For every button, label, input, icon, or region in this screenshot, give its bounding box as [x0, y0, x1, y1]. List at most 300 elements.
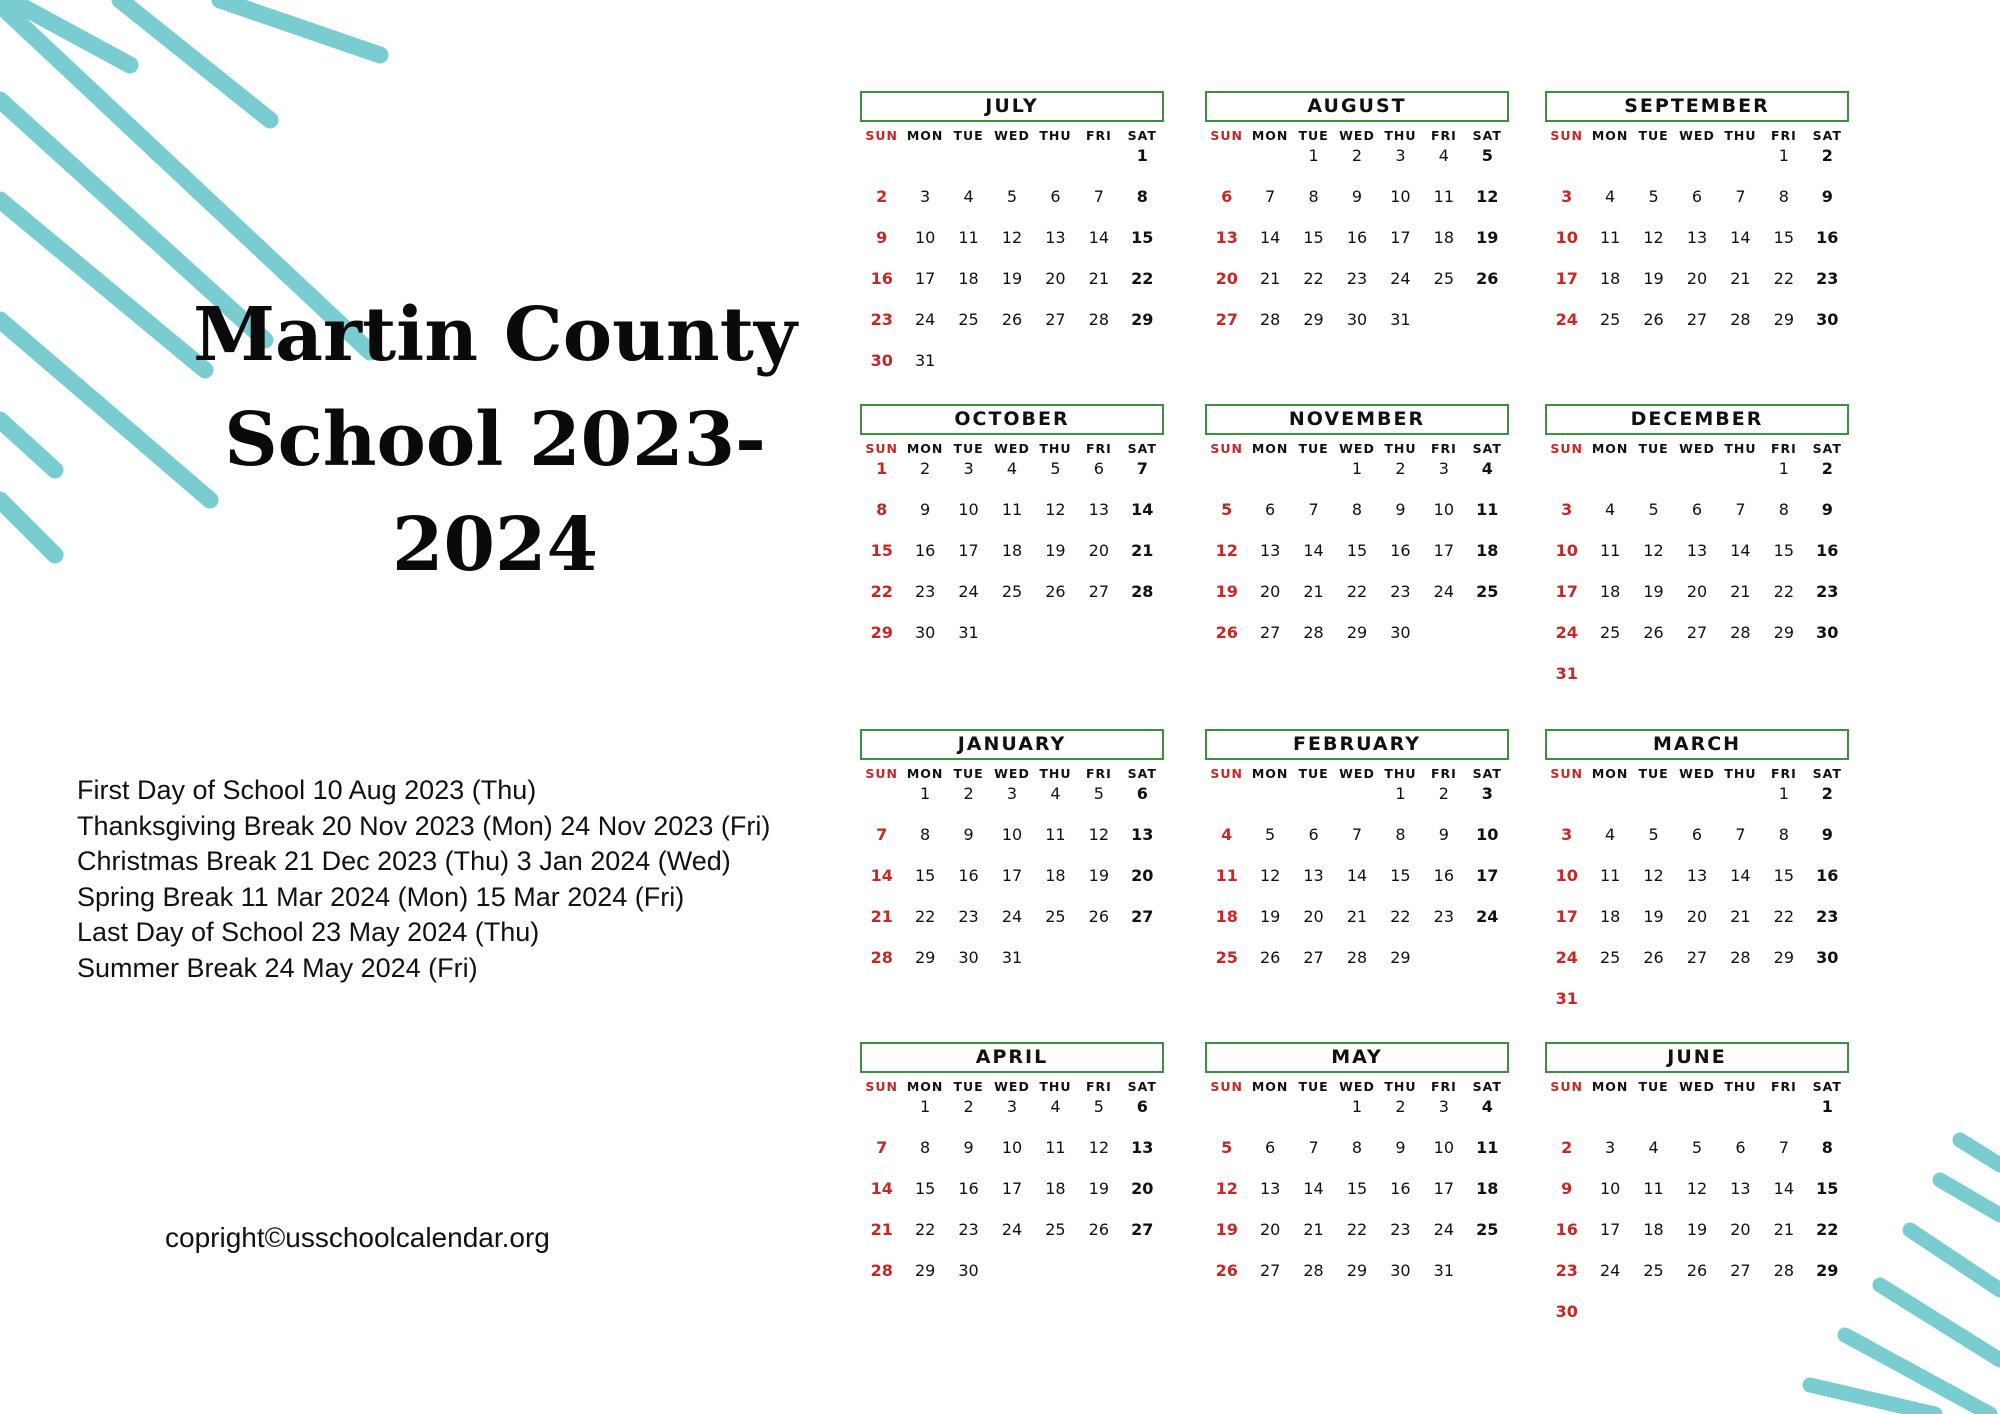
weekday-label: THU	[1039, 128, 1072, 143]
day-cell: 8	[1308, 187, 1319, 206]
weekday-label: MON	[1251, 441, 1289, 456]
weekday-label: TUE	[1298, 441, 1329, 456]
day-cell: 23	[870, 310, 893, 329]
day-cell: 20	[1686, 582, 1708, 601]
day-cell: 24	[914, 310, 936, 329]
day-cell: 17	[1001, 1179, 1023, 1198]
day-cell: 4	[1438, 146, 1449, 165]
day-cell: 6	[1691, 187, 1703, 206]
day-cell: 2	[1395, 1097, 1406, 1116]
day-cell: 22	[1346, 582, 1368, 601]
day-cell: 31	[1555, 664, 1578, 683]
day-cell: 6	[1691, 825, 1703, 844]
day-cell: 26	[1476, 269, 1499, 288]
empty-cell	[947, 144, 990, 185]
day-cell: 2	[1821, 146, 1833, 165]
weekday-label: SUN	[865, 441, 899, 456]
day-cell: 10	[914, 228, 936, 247]
day-cell: 4	[1221, 825, 1233, 844]
day-cell: 10	[1555, 866, 1578, 885]
day-cell: 24	[1555, 948, 1578, 967]
day-cell: 5	[1648, 825, 1659, 844]
day-cell: 24	[1476, 907, 1499, 926]
empty-cell	[1588, 782, 1631, 823]
empty-cell	[1545, 782, 1588, 823]
weekday-label: THU	[1724, 441, 1757, 456]
day-cell: 13	[1686, 866, 1708, 885]
day-cell: 30	[958, 948, 979, 967]
event-item: Christmas Break 21 Dec 2023 (Thu) 3 Jan 2024 (Wed)	[77, 846, 731, 876]
day-cell: 18	[1215, 907, 1238, 926]
day-cell: 21	[870, 1220, 893, 1239]
day-cell: 28	[1730, 310, 1751, 329]
day-cell: 2	[920, 459, 931, 478]
day-cell: 13	[1303, 866, 1324, 885]
weekday-label: MON	[906, 441, 944, 456]
day-cell: 27	[1259, 623, 1281, 642]
empty-cell	[860, 1095, 903, 1136]
day-cell: 26	[1088, 907, 1110, 926]
day-cell: 15	[914, 1179, 936, 1198]
weekday-label: WED	[1679, 128, 1715, 143]
day-cell: 28	[1346, 948, 1368, 967]
day-cell: 29	[914, 948, 936, 967]
day-cell: 30	[1390, 623, 1411, 642]
weekday-label: FRI	[1085, 1079, 1112, 1094]
day-cell: 10	[1476, 825, 1499, 844]
day-cell: 14	[1730, 541, 1751, 560]
day-cell: 1	[920, 784, 931, 803]
day-cell: 18	[1001, 541, 1023, 560]
day-cell: 1	[1778, 459, 1789, 478]
weekday-label: TUE	[1638, 766, 1669, 781]
day-cell: 22	[1773, 907, 1795, 926]
day-cell: 16	[958, 866, 979, 885]
day-cell: 28	[1131, 582, 1154, 601]
weekday-label: WED	[994, 128, 1030, 143]
day-cell: 11	[1045, 825, 1066, 844]
weekday-label: FRI	[1770, 128, 1797, 143]
day-cell: 28	[870, 1261, 893, 1280]
month-name: AUGUST	[1205, 91, 1509, 122]
weekday-label: WED	[1679, 441, 1715, 456]
weekday-label: MON	[1251, 1079, 1289, 1094]
empty-cell	[1248, 144, 1291, 185]
day-cell: 4	[1605, 825, 1616, 844]
empty-cell	[1545, 1095, 1588, 1136]
month-name: MARCH	[1545, 729, 1849, 760]
day-cell: 25	[1643, 1261, 1664, 1280]
weekday-label: FRI	[1430, 1079, 1457, 1094]
day-cell: 24	[1555, 623, 1578, 642]
day-cell: 20	[1088, 541, 1110, 560]
day-cell: 19	[1476, 228, 1499, 247]
day-cell: 16	[1555, 1220, 1578, 1239]
day-cell: 6	[1136, 784, 1148, 803]
day-cell: 11	[1643, 1179, 1664, 1198]
day-cell: 9	[876, 228, 888, 247]
day-cell: 8	[920, 1138, 931, 1157]
weekday-label: FRI	[1085, 441, 1112, 456]
day-cell: 17	[1599, 1220, 1621, 1239]
day-cell: 14	[1730, 228, 1751, 247]
weekday-label: TUE	[953, 766, 984, 781]
day-cell: 25	[1599, 623, 1621, 642]
weekday-label: WED	[994, 1079, 1030, 1094]
day-cell: 30	[1390, 1261, 1411, 1280]
day-cell: 21	[1773, 1220, 1795, 1239]
day-cell: 13	[1686, 541, 1708, 560]
month-name: DECEMBER	[1545, 404, 1849, 435]
day-cell: 13	[1259, 1179, 1281, 1198]
day-cell: 4	[1481, 459, 1493, 478]
day-cell: 13	[1730, 1179, 1751, 1198]
day-cell: 16	[1816, 541, 1839, 560]
day-cell: 7	[1308, 500, 1319, 519]
day-cell: 10	[1390, 187, 1411, 206]
day-cell: 10	[1433, 1138, 1455, 1157]
day-cell: 18	[1599, 582, 1621, 601]
day-cell: 18	[1045, 866, 1066, 885]
day-cell: 25	[1599, 310, 1621, 329]
day-cell: 26	[1686, 1261, 1708, 1280]
day-cell: 3	[1438, 459, 1449, 478]
day-cell: 22	[1346, 1220, 1368, 1239]
day-cell: 28	[1259, 310, 1281, 329]
day-cell: 10	[1555, 228, 1578, 247]
day-cell: 25	[958, 310, 979, 329]
day-cell: 9	[963, 1138, 974, 1157]
weekday-label: WED	[1679, 1079, 1715, 1094]
day-cell: 8	[1778, 500, 1789, 519]
day-cell: 3	[1006, 784, 1018, 803]
day-cell: 14	[1259, 228, 1281, 247]
day-cell: 13	[1088, 500, 1110, 519]
day-cell: 4	[1605, 500, 1616, 519]
day-cell: 31	[1555, 989, 1578, 1008]
day-cell: 31	[1390, 310, 1411, 329]
day-cell: 7	[1735, 825, 1746, 844]
event-item: First Day of School 10 Aug 2023 (Thu)	[77, 775, 537, 805]
day-cell: 20	[1045, 269, 1066, 288]
day-cell: 2	[963, 1097, 974, 1116]
day-cell: 12	[1215, 1179, 1238, 1198]
day-cell: 13	[1215, 228, 1238, 247]
day-cell: 1	[1778, 784, 1789, 803]
day-cell: 17	[1555, 907, 1578, 926]
empty-cell	[1719, 782, 1762, 823]
day-cell: 25	[1045, 1220, 1066, 1239]
weekday-label: MON	[1591, 1079, 1629, 1094]
day-cell: 12	[1088, 1138, 1110, 1157]
empty-cell	[1292, 782, 1335, 823]
day-cell: 12	[1643, 228, 1664, 247]
day-cell: 25	[1433, 269, 1455, 288]
weekday-label: THU	[1039, 441, 1072, 456]
weekday-label: FRI	[1085, 128, 1112, 143]
day-cell: 6	[1221, 187, 1233, 206]
day-cell: 11	[1433, 187, 1455, 206]
day-cell: 8	[1136, 187, 1148, 206]
day-cell: 12	[1215, 541, 1238, 560]
day-cell: 17	[914, 269, 936, 288]
day-cell: 6	[1265, 500, 1276, 519]
day-cell: 29	[1773, 310, 1795, 329]
weekday-label: FRI	[1430, 128, 1457, 143]
month-name: JUNE	[1545, 1042, 1849, 1073]
weekday-label: THU	[1724, 128, 1757, 143]
day-cell: 23	[1346, 269, 1368, 288]
day-cell: 5	[1006, 187, 1018, 206]
day-cell: 8	[1821, 1138, 1833, 1157]
day-cell: 30	[914, 623, 936, 642]
day-cell: 3	[1561, 825, 1573, 844]
empty-cell	[1205, 782, 1248, 823]
day-cell: 12	[1088, 825, 1110, 844]
day-cell: 15	[1390, 866, 1411, 885]
day-cell: 24	[1599, 1261, 1621, 1280]
day-cell: 24	[958, 582, 979, 601]
day-cell: 5	[1221, 1138, 1233, 1157]
day-cell: 3	[1481, 784, 1493, 803]
empty-cell	[1545, 144, 1588, 185]
day-cell: 6	[1308, 825, 1319, 844]
weekday-label: TUE	[1638, 1079, 1669, 1094]
day-cell: 11	[1476, 1138, 1499, 1157]
day-cell: 26	[1643, 948, 1664, 967]
weekday-label: MON	[1251, 128, 1289, 143]
day-cell: 18	[958, 269, 979, 288]
day-cell: 18	[1476, 1179, 1499, 1198]
weekday-label: THU	[1039, 1079, 1072, 1094]
day-cell: 2	[1438, 784, 1449, 803]
day-cell: 13	[1686, 228, 1708, 247]
day-cell: 24	[1001, 1220, 1023, 1239]
day-cell: 23	[1390, 1220, 1411, 1239]
day-cell: 31	[914, 351, 936, 370]
event-item: Thanksgiving Break 20 Nov 2023 (Mon) 24 Nov 2023 (Fri)	[77, 810, 771, 841]
day-cell: 25	[1045, 907, 1066, 926]
empty-cell	[1588, 1095, 1631, 1136]
day-cell: 5	[1050, 459, 1061, 478]
weekday-label: WED	[1339, 128, 1375, 143]
day-cell: 15	[914, 866, 936, 885]
day-cell: 4	[963, 187, 974, 206]
day-cell: 22	[914, 907, 936, 926]
day-cell: 24	[1555, 310, 1578, 329]
weekday-label: WED	[1339, 766, 1375, 781]
day-cell: 11	[1599, 866, 1621, 885]
weekday-label: WED	[1339, 441, 1375, 456]
day-cell: 13	[1131, 825, 1154, 844]
day-cell: 3	[1006, 1097, 1018, 1116]
empty-cell	[1545, 457, 1588, 498]
month-september	[1545, 91, 1849, 349]
day-cell: 20	[1131, 1179, 1154, 1198]
day-cell: 1	[1351, 459, 1363, 478]
event-item: Summer Break 24 May 2024 (Fri)	[77, 952, 478, 983]
weekday-label: MON	[1251, 766, 1289, 781]
day-cell: 22	[1390, 907, 1411, 926]
weekday-label: TUE	[1638, 128, 1669, 143]
day-cell: 21	[1346, 907, 1368, 926]
day-cell: 15	[1816, 1179, 1839, 1198]
empty-cell	[1675, 144, 1718, 185]
weekday-label: MON	[1591, 766, 1629, 781]
day-cell: 4	[1481, 1097, 1493, 1116]
events-list	[77, 773, 857, 986]
day-cell: 2	[1821, 459, 1833, 478]
day-cell: 7	[1093, 187, 1104, 206]
day-cell: 19	[1643, 907, 1664, 926]
weekday-label: SAT	[1812, 1079, 1842, 1094]
weekday-label: SUN	[1550, 441, 1584, 456]
day-cell: 10	[958, 500, 979, 519]
weekday-label: TUE	[953, 441, 984, 456]
day-cell: 1	[1821, 1097, 1833, 1116]
day-cell: 22	[1773, 582, 1795, 601]
day-cell: 17	[1390, 228, 1411, 247]
day-cell: 16	[1346, 228, 1368, 247]
day-cell: 29	[1346, 623, 1368, 642]
day-cell: 29	[1346, 1261, 1368, 1280]
day-cell: 22	[1303, 269, 1324, 288]
day-cell: 19	[1088, 1179, 1110, 1198]
day-cell: 18	[1599, 269, 1621, 288]
empty-cell	[1588, 457, 1631, 498]
weekday-label: FRI	[1770, 441, 1797, 456]
empty-cell	[1675, 457, 1718, 498]
empty-cell	[1077, 144, 1120, 185]
day-cell: 29	[1816, 1261, 1839, 1280]
day-cell: 17	[1476, 866, 1499, 885]
day-cell: 9	[1821, 825, 1833, 844]
day-cell: 27	[1303, 948, 1324, 967]
day-cell: 10	[1001, 825, 1023, 844]
day-cell: 16	[1816, 866, 1839, 885]
day-cell: 5	[1093, 1097, 1104, 1116]
day-cell: 7	[1351, 825, 1363, 844]
day-cell: 27	[1088, 582, 1110, 601]
day-cell: 28	[870, 948, 893, 967]
month-july	[860, 91, 1164, 390]
empty-cell	[860, 144, 903, 185]
weekday-label: TUE	[953, 128, 984, 143]
day-cell: 14	[1730, 866, 1751, 885]
weekday-label: SAT	[1127, 1079, 1157, 1094]
day-cell: 20	[1259, 582, 1281, 601]
day-cell: 17	[958, 541, 979, 560]
day-cell: 8	[1778, 825, 1789, 844]
day-cell: 27	[1686, 310, 1708, 329]
empty-cell	[1632, 144, 1675, 185]
empty-cell	[990, 144, 1033, 185]
day-cell: 6	[1691, 500, 1703, 519]
day-cell: 2	[1395, 459, 1406, 478]
month-name: OCTOBER	[860, 404, 1164, 435]
day-cell: 14	[1773, 1179, 1795, 1198]
weekday-label: MON	[1591, 441, 1629, 456]
day-cell: 12	[1001, 228, 1023, 247]
day-cell: 20	[1686, 907, 1708, 926]
day-cell: 3	[1395, 146, 1406, 165]
day-cell: 9	[1395, 500, 1406, 519]
day-cell: 22	[914, 1220, 936, 1239]
day-cell: 22	[1816, 1220, 1839, 1239]
weekday-label: SUN	[1210, 766, 1244, 781]
day-cell: 21	[1730, 907, 1751, 926]
day-cell: 27	[1730, 1261, 1751, 1280]
day-cell: 18	[1476, 541, 1499, 560]
weekday-label: FRI	[1085, 766, 1112, 781]
month-february	[1205, 729, 1509, 987]
day-cell: 13	[1131, 1138, 1154, 1157]
month-name: JANUARY	[860, 729, 1164, 760]
day-cell: 11	[1001, 500, 1023, 519]
day-cell: 26	[1259, 948, 1281, 967]
day-cell: 16	[1433, 866, 1455, 885]
day-cell: 9	[1561, 1179, 1573, 1198]
day-cell: 16	[914, 541, 936, 560]
day-cell: 15	[1346, 1179, 1368, 1198]
day-cell: 23	[1390, 582, 1411, 601]
day-cell: 22	[870, 582, 893, 601]
day-cell: 27	[1215, 310, 1238, 329]
day-cell: 21	[1259, 269, 1281, 288]
day-cell: 23	[958, 907, 979, 926]
weekday-label: SAT	[1127, 128, 1157, 143]
day-cell: 7	[876, 1138, 888, 1157]
day-cell: 11	[1599, 228, 1621, 247]
day-cell: 5	[1648, 187, 1659, 206]
day-cell: 2	[1561, 1138, 1573, 1157]
day-cell: 21	[870, 907, 893, 926]
day-cell: 17	[1555, 582, 1578, 601]
day-cell: 22	[1131, 269, 1154, 288]
weekday-label: SUN	[1210, 441, 1244, 456]
day-cell: 6	[1136, 1097, 1148, 1116]
day-cell: 19	[1259, 907, 1281, 926]
weekday-label: THU	[1724, 766, 1757, 781]
weekday-label: FRI	[1770, 1079, 1797, 1094]
weekday-label: MON	[906, 128, 944, 143]
day-cell: 26	[1643, 310, 1664, 329]
month-june	[1545, 1042, 1849, 1341]
day-cell: 16	[870, 269, 893, 288]
title-line: School 2023-	[224, 397, 766, 483]
month-name: NOVEMBER	[1205, 404, 1509, 435]
day-cell: 1	[1778, 146, 1789, 165]
weekday-label: SAT	[1472, 128, 1502, 143]
day-cell: 12	[1686, 1179, 1708, 1198]
month-name: SEPTEMBER	[1545, 91, 1849, 122]
day-cell: 31	[958, 623, 979, 642]
day-cell: 15	[1303, 228, 1324, 247]
day-cell: 31	[1433, 1261, 1455, 1280]
day-cell: 2	[1821, 784, 1833, 803]
weekday-label: TUE	[1298, 128, 1329, 143]
day-cell: 30	[958, 1261, 979, 1280]
day-cell: 19	[1215, 1220, 1238, 1239]
day-cell: 17	[1433, 541, 1455, 560]
day-cell: 11	[1045, 1138, 1066, 1157]
day-cell: 19	[1045, 541, 1066, 560]
day-cell: 12	[1643, 541, 1664, 560]
weekday-label: SUN	[1210, 128, 1244, 143]
day-cell: 14	[1303, 1179, 1324, 1198]
empty-cell	[1292, 1095, 1335, 1136]
month-december	[1545, 404, 1849, 703]
